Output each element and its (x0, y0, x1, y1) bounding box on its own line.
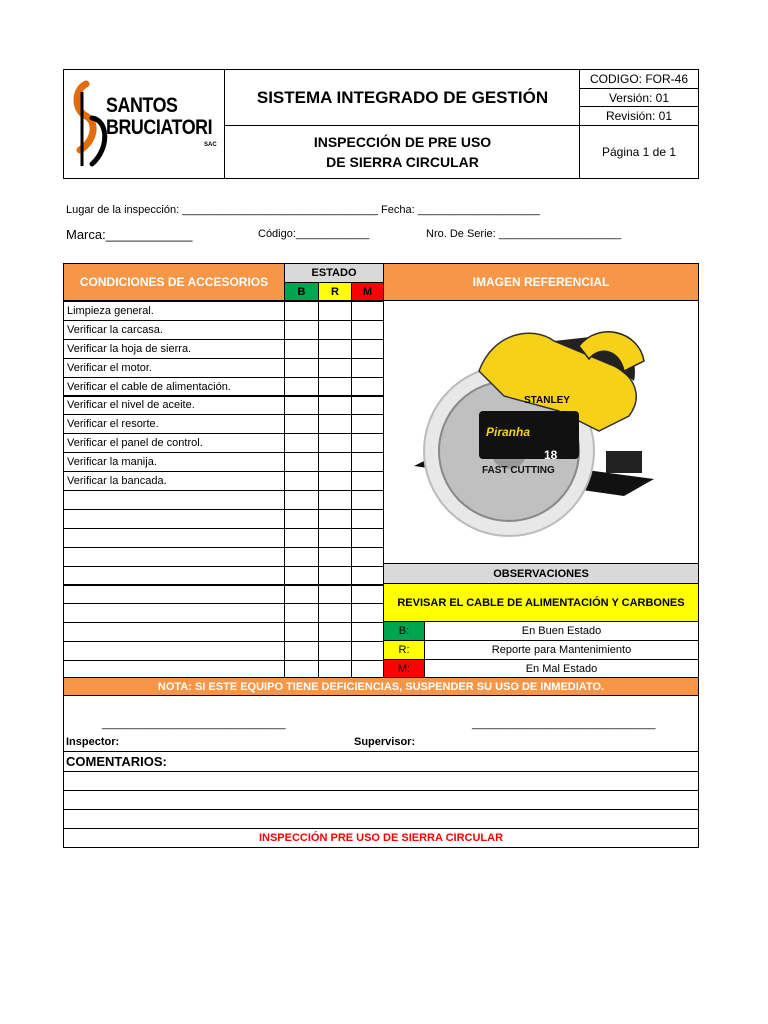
estado-checkbox-m[interactable] (351, 509, 384, 529)
estado-checkbox-b[interactable] (284, 471, 319, 491)
document-version: Versión: 01 (580, 89, 698, 107)
estado-checkbox-b[interactable] (284, 603, 319, 623)
estado-checkbox-b[interactable] (284, 320, 319, 340)
conditions-header: CONDICIONES DE ACCESORIOS (63, 263, 285, 301)
observations-header: OBSERVACIONES (383, 563, 699, 584)
condition-item (63, 528, 285, 548)
estado-checkbox-m[interactable] (351, 396, 384, 416)
estado-checkbox-m[interactable] (351, 566, 384, 586)
estado-checkbox-b[interactable] (284, 358, 319, 378)
estado-checkbox-m[interactable] (351, 339, 384, 359)
estado-checkbox-m[interactable] (351, 547, 384, 567)
observations-text[interactable]: REVISAR EL CABLE DE ALIMENTACIÓN Y CARBONES (383, 583, 699, 622)
condition-item (63, 566, 285, 586)
estado-checkbox-r[interactable] (318, 339, 352, 359)
condition-item (63, 603, 285, 623)
condition-item: Verificar el nivel de aceite. (63, 396, 285, 416)
estado-checkbox-m[interactable] (351, 452, 384, 472)
document-page: Página 1 de 1 (601, 145, 677, 159)
estado-checkbox-b[interactable] (284, 452, 319, 472)
condition-item (63, 490, 285, 510)
estado-checkbox-m[interactable] (351, 641, 384, 661)
reference-image-header: IMAGEN REFERENCIAL (383, 263, 699, 301)
estado-checkbox-m[interactable] (351, 603, 384, 623)
condition-item: Verificar el panel de control. (63, 433, 285, 453)
legend-description: Reporte para Mantenimiento (424, 640, 699, 660)
estado-checkbox-m[interactable] (351, 471, 384, 491)
inspector-label: Inspector: (66, 736, 120, 748)
estado-checkbox-m[interactable] (351, 358, 384, 378)
estado-checkbox-m[interactable] (351, 622, 384, 642)
saw-brand-label: STANLEY (524, 395, 570, 406)
condition-item: Verificar la bancada. (63, 471, 285, 491)
form-header (63, 69, 699, 179)
estado-checkbox-r[interactable] (318, 603, 352, 623)
document-title (225, 126, 580, 178)
saw-model-label: Piranha (486, 425, 531, 439)
supervisor-label: Supervisor: (354, 736, 416, 748)
company-logo (64, 70, 225, 178)
company-name-line1: SANTOS (106, 94, 178, 117)
comments-label: COMENTARIOS: (63, 751, 699, 772)
estado-checkbox-r[interactable] (318, 433, 352, 453)
estado-checkbox-r[interactable] (318, 490, 352, 510)
reference-image-frame (383, 300, 699, 564)
inspection-place-date-field[interactable]: Lugar de la inspección: ________________________________ Fecha: ____________________ (66, 204, 541, 216)
legend-code: B: (383, 621, 425, 641)
comment-line[interactable] (63, 771, 699, 791)
system-title: SISTEMA INTEGRADO DE GESTIÓN (225, 70, 580, 126)
condition-item (63, 547, 285, 567)
estado-checkbox-r[interactable] (318, 377, 352, 397)
document-metadata (580, 70, 698, 178)
estado-checkbox-r[interactable] (318, 641, 352, 661)
estado-checkbox-b[interactable] (284, 585, 319, 605)
estado-checkbox-b[interactable] (284, 547, 319, 567)
comment-line[interactable] (63, 790, 699, 810)
estado-checkbox-m[interactable] (351, 301, 384, 321)
estado-checkbox-r[interactable] (318, 547, 352, 567)
estado-checkbox-r[interactable] (318, 301, 352, 321)
estado-header: ESTADO (284, 263, 384, 283)
legend-description: En Buen Estado (424, 621, 699, 641)
estado-checkbox-b[interactable] (284, 339, 319, 359)
estado-checkbox-r[interactable] (318, 358, 352, 378)
estado-col-m: M (351, 282, 384, 301)
estado-checkbox-m[interactable] (351, 414, 384, 434)
document-title-line1: INSPECCIÓN DE PRE USO (313, 134, 492, 150)
circular-saw-image (384, 301, 698, 563)
inspection-table (63, 263, 699, 848)
estado-checkbox-r[interactable] (318, 528, 352, 548)
estado-checkbox-r[interactable] (318, 452, 352, 472)
comment-line[interactable] (63, 809, 699, 829)
legend-code: R: (383, 640, 425, 660)
condition-item: Verificar la carcasa. (63, 320, 285, 340)
estado-checkbox-r[interactable] (318, 509, 352, 529)
condition-item: Verificar el resorte. (63, 414, 285, 434)
estado-checkbox-m[interactable] (351, 377, 384, 397)
estado-checkbox-b[interactable] (284, 622, 319, 642)
legend-description: En Mal Estado (424, 659, 699, 679)
condition-item: Limpieza general. (63, 301, 285, 321)
document-code: CODIGO: FOR-46 (580, 70, 698, 89)
estado-checkbox-b[interactable] (284, 641, 319, 661)
estado-checkbox-r[interactable] (318, 396, 352, 416)
condition-item (63, 622, 285, 642)
condition-item (63, 585, 285, 605)
estado-checkbox-b[interactable] (284, 528, 319, 548)
estado-checkbox-b[interactable] (284, 433, 319, 453)
condition-item: Verificar la hoja de sierra. (63, 339, 285, 359)
condition-item (63, 641, 285, 661)
company-suffix: SAC (204, 142, 217, 148)
saw-teeth-label: 18 (544, 448, 558, 462)
estado-col-r: R (318, 282, 352, 301)
estado-checkbox-b[interactable] (284, 301, 319, 321)
serial-number-field[interactable]: Nro. De Serie: ____________________ (426, 228, 622, 240)
supervisor-signature-line[interactable]: ______________________________ (472, 718, 656, 730)
condition-item (63, 509, 285, 529)
estado-checkbox-m[interactable] (351, 585, 384, 605)
signature-area (63, 695, 699, 752)
condition-item: Verificar la manija. (63, 452, 285, 472)
estado-checkbox-r[interactable] (318, 622, 352, 642)
estado-checkbox-b[interactable] (284, 490, 319, 510)
estado-checkbox-m[interactable] (351, 320, 384, 340)
estado-checkbox-r[interactable] (318, 414, 352, 434)
legend-code: M: (383, 659, 425, 679)
estado-checkbox-b[interactable] (284, 396, 319, 416)
estado-checkbox-m[interactable] (351, 433, 384, 453)
document-title-line2: DE SIERRA CIRCULAR (326, 154, 479, 170)
estado-checkbox-m[interactable] (351, 490, 384, 510)
document-revision: Revisión: 01 (580, 107, 698, 126)
estado-checkbox-b[interactable] (284, 509, 319, 529)
estado-checkbox-r[interactable] (318, 471, 352, 491)
estado-checkbox-r[interactable] (318, 585, 352, 605)
brand-field[interactable]: Marca:____________ (66, 227, 193, 242)
condition-item: Verificar el motor. (63, 358, 285, 378)
company-name-line2: BRUCIATORI (106, 116, 213, 139)
warning-note: NOTA: SI ESTE EQUIPO TIENE DEFICIENCIAS, SUSPENDER SU USO DE INMEDIATO. (63, 677, 699, 696)
estado-checkbox-m[interactable] (351, 528, 384, 548)
saw-blade-label: FAST CUTTING (482, 465, 555, 476)
footer-title: INSPECCIÓN PRE USO DE SIERRA CIRCULAR (63, 828, 699, 848)
code-field[interactable]: Código:____________ (258, 228, 370, 240)
condition-item: Verificar el cable de alimentación. (63, 377, 285, 397)
estado-checkbox-r[interactable] (318, 320, 352, 340)
estado-checkbox-b[interactable] (284, 377, 319, 397)
estado-checkbox-b[interactable] (284, 566, 319, 586)
estado-checkbox-r[interactable] (318, 566, 352, 586)
inspector-signature-line[interactable]: ______________________________ (102, 718, 286, 730)
estado-col-b: B (284, 282, 319, 301)
header-titles (225, 70, 580, 178)
estado-checkbox-b[interactable] (284, 414, 319, 434)
